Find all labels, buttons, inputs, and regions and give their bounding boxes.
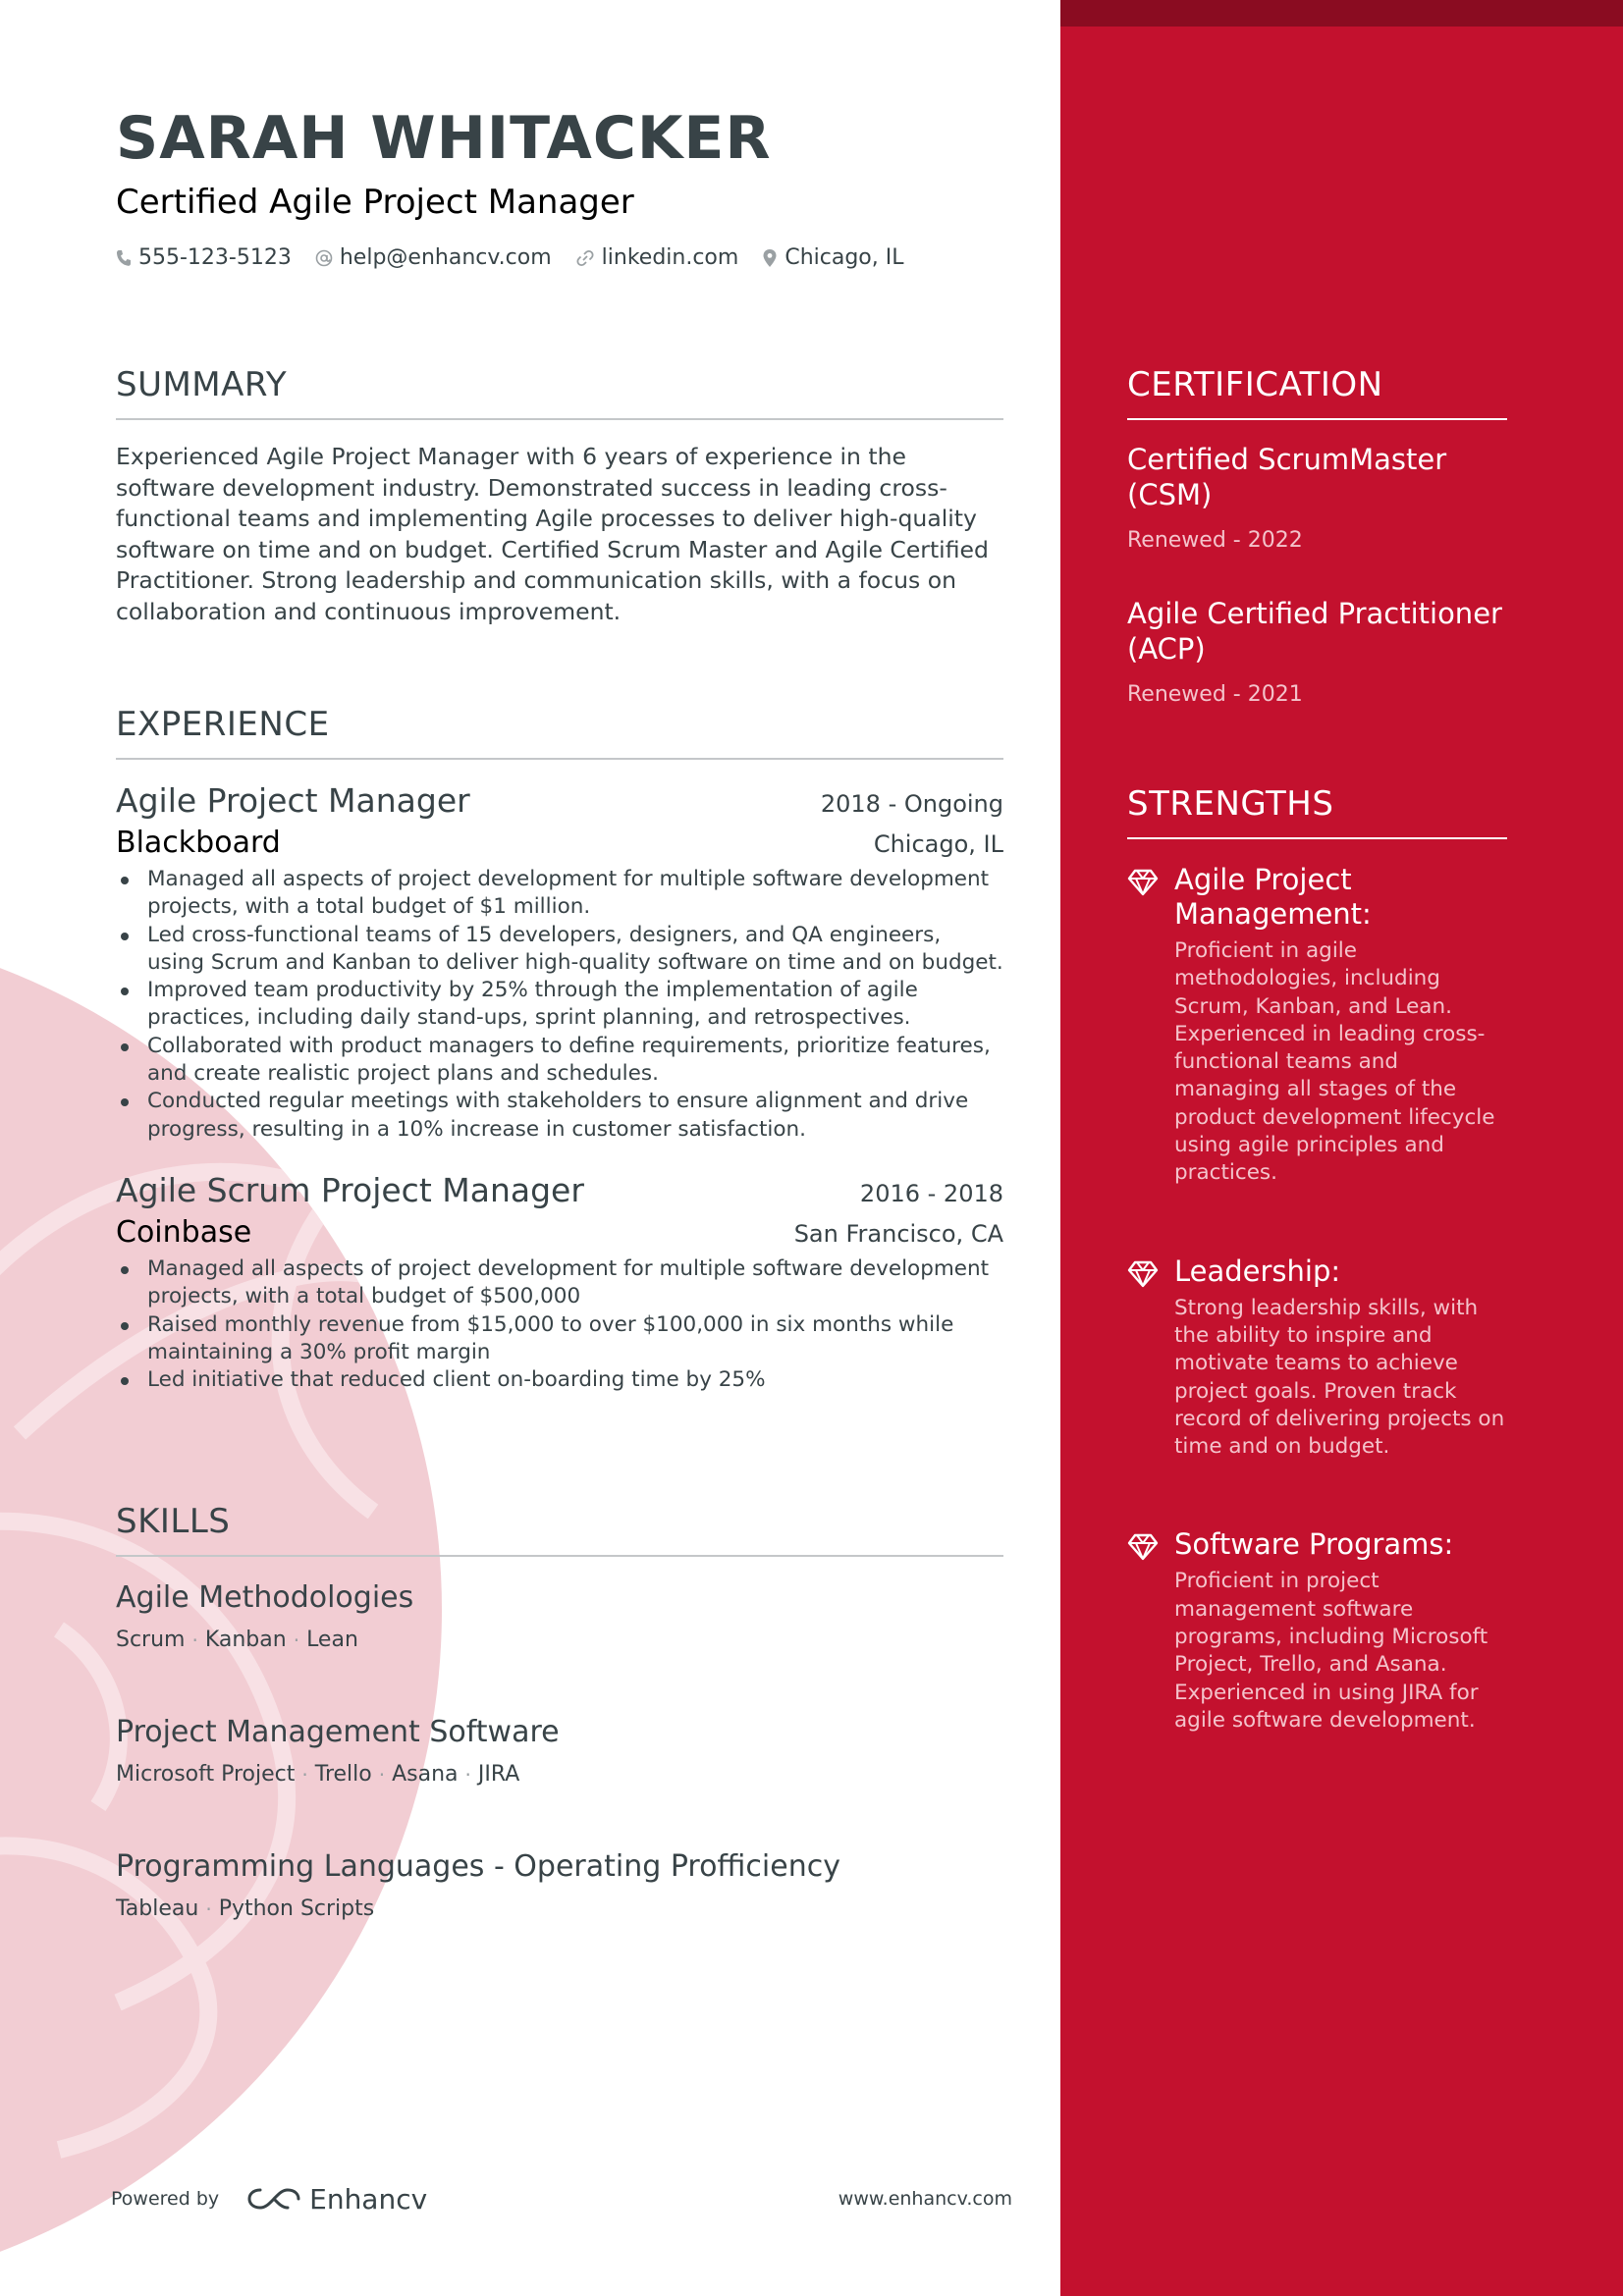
job-entry <box>116 779 1003 1144</box>
diamond-icon <box>1127 1255 1163 1462</box>
at-icon <box>315 249 333 267</box>
job-bullet: Improved team productivity by 25% through the implementation of agile practices, including daily stand-ups, sprint planning, and retrospectives. <box>116 977 1003 1033</box>
skill-tag: Microsoft Project <box>116 1762 296 1787</box>
location-icon <box>762 248 778 268</box>
contact-phone[interactable] <box>116 245 292 270</box>
skill-items: Scrum · Kanban · Lean <box>116 1628 358 1652</box>
certification-name: Certified ScrumMaster (CSM) <box>1127 443 1447 511</box>
diamond-icon <box>1127 863 1163 1188</box>
strength-description: Proficient in project management software programs, including Microsoft Project, Trello, and Asana. Experienced in using JIRA for agile software development. <box>1174 1569 1488 1733</box>
enhancv-logo-icon <box>246 2186 301 2212</box>
strengths-section <box>1127 782 1507 1735</box>
resume-header <box>116 102 1009 270</box>
summary-heading: SUMMARY <box>116 365 288 404</box>
job-bullet: Collaborated with product managers to define requirements, prioritize features, and create realistic project plans and schedules. <box>116 1033 1003 1089</box>
sidebar-top-bar <box>1060 0 1623 27</box>
contact-email[interactable] <box>315 245 552 270</box>
job-bullet: Conducted regular meetings with stakeholders to ensure alignment and drive progress, resulting in a 10% increase in customer satisfaction. <box>116 1088 1003 1144</box>
contact-phone-text: 555-123-5123 <box>138 245 292 270</box>
diamond-icon <box>1127 1527 1163 1735</box>
skill-group-name: Programming Languages - Operating Profficiency <box>116 1849 840 1884</box>
link-icon <box>575 249 595 267</box>
certification-item <box>1127 442 1507 553</box>
experience-section <box>116 703 1003 1394</box>
job-bullet: Led cross-functional teams of 15 developers, designers, and QA engineers, using Scrum and Kanban to deliver high-quality software on time and on budget. <box>116 922 1003 978</box>
skill-tag: Asana <box>392 1762 459 1787</box>
skill-group <box>116 1578 1003 1652</box>
summary-section <box>116 363 1003 627</box>
skill-tag: Trello <box>314 1762 372 1787</box>
contact-email-text: help@enhancv.com <box>339 245 552 270</box>
skill-items: Tableau · Python Scripts <box>116 1896 375 1921</box>
skill-tag: Tableau <box>116 1896 199 1921</box>
summary-text: Experienced Agile Project Manager with 6 years of experience in the software development industry. Demonstrated success in leading cross-functional teams and implementing Agile processes to deliver high-quality software on time and on budget. Certified Scrum Master and Agile Certified Practitioner. Strong leadership and communication skills, with a focus on collaboration and continuous improvement. <box>116 443 989 625</box>
phone-icon <box>116 249 132 267</box>
job-company: Blackboard <box>116 826 281 860</box>
contact-location <box>762 245 903 270</box>
job-bullets <box>116 1255 1003 1394</box>
certification-name: Agile Certified Practitioner (ACP) <box>1127 597 1502 666</box>
certification-item <box>1127 596 1507 707</box>
job-entry <box>116 1169 1003 1394</box>
contact-list <box>116 245 1009 270</box>
skill-items: Microsoft Project · Trello · Asana · JIRA <box>116 1762 520 1787</box>
job-bullet: Led initiative that reduced client on-boarding time by 25% <box>116 1366 1003 1394</box>
skill-group-name: Project Management Software <box>116 1715 560 1749</box>
job-bullet: Raised monthly revenue from $15,000 to over $100,000 in six months while maintaining a 30% profit margin <box>116 1311 1003 1367</box>
section-divider <box>116 418 1003 420</box>
contact-location-text: Chicago, IL <box>784 245 904 270</box>
job-date: 2018 - Ongoing <box>820 790 1003 818</box>
job-location: San Francisco, CA <box>793 1219 1003 1248</box>
powered-by-label: Powered by <box>111 2188 220 2210</box>
strength-title: Software Programs: <box>1174 1527 1454 1562</box>
experience-heading: EXPERIENCE <box>116 705 330 744</box>
section-divider <box>116 1555 1003 1557</box>
contact-linkedin[interactable] <box>575 245 739 270</box>
page-footer <box>111 2179 1012 2218</box>
job-bullet: Managed all aspects of project development for multiple software development projects, with a total budget of $1 million. <box>116 866 1003 922</box>
skill-tag: Lean <box>306 1628 358 1652</box>
strength-description: Strong leadership skills, with the ability to inspire and motivate teams to achieve project goals. Proven track record of delivering projects on time and on budget. <box>1174 1295 1505 1460</box>
brand-name: Enhancv <box>309 2182 428 2216</box>
strengths-heading: STRENGTHS <box>1127 784 1334 824</box>
section-divider <box>1127 418 1507 420</box>
skill-group <box>116 1847 1003 1921</box>
powered-by <box>111 2183 427 2216</box>
skill-tag: Scrum <box>116 1628 186 1652</box>
contact-linkedin-text: linkedin.com <box>601 245 739 270</box>
candidate-name: SARAH WHITACKER <box>116 104 772 173</box>
certification-heading: CERTIFICATION <box>1127 365 1383 404</box>
job-date: 2016 - 2018 <box>859 1179 1003 1207</box>
job-bullets <box>116 866 1003 1144</box>
skill-tag: Python Scripts <box>218 1896 375 1921</box>
strength-description: Proficient in agile methodologies, including Scrum, Kanban, and Lean. Experienced in leading cross-functional teams and managing all stages of the product development lifecycle using agile principles and practices. <box>1174 938 1495 1186</box>
website-link[interactable]: www.enhancv.com <box>838 2188 1012 2210</box>
strength-title: Agile Project Management: <box>1174 863 1372 931</box>
skill-tag: Kanban <box>204 1628 287 1652</box>
certification-section <box>1127 363 1507 707</box>
skills-section <box>116 1500 1003 1921</box>
certification-renewed: Renewed - 2021 <box>1127 682 1303 707</box>
skill-group <box>116 1713 1003 1787</box>
job-location: Chicago, IL <box>873 830 1003 858</box>
strength-item <box>1127 1527 1507 1735</box>
certification-renewed: Renewed - 2022 <box>1127 528 1303 553</box>
strength-title: Leadership: <box>1174 1254 1341 1288</box>
section-divider <box>1127 837 1507 839</box>
skill-tag: JIRA <box>477 1762 520 1787</box>
skill-group-name: Agile Methodologies <box>116 1580 414 1615</box>
candidate-title: Certified Agile Project Manager <box>116 183 634 222</box>
section-divider <box>116 758 1003 760</box>
job-title: Agile Scrum Project Manager <box>116 1170 584 1209</box>
job-bullet: Managed all aspects of project development for multiple software development projects, with a total budget of $500,000 <box>116 1255 1003 1311</box>
job-title: Agile Project Manager <box>116 781 470 820</box>
strength-item <box>1127 1255 1507 1462</box>
job-company: Coinbase <box>116 1214 252 1250</box>
strength-item <box>1127 863 1507 1188</box>
enhancv-logo[interactable] <box>246 2183 427 2216</box>
skills-heading: SKILLS <box>116 1502 231 1541</box>
